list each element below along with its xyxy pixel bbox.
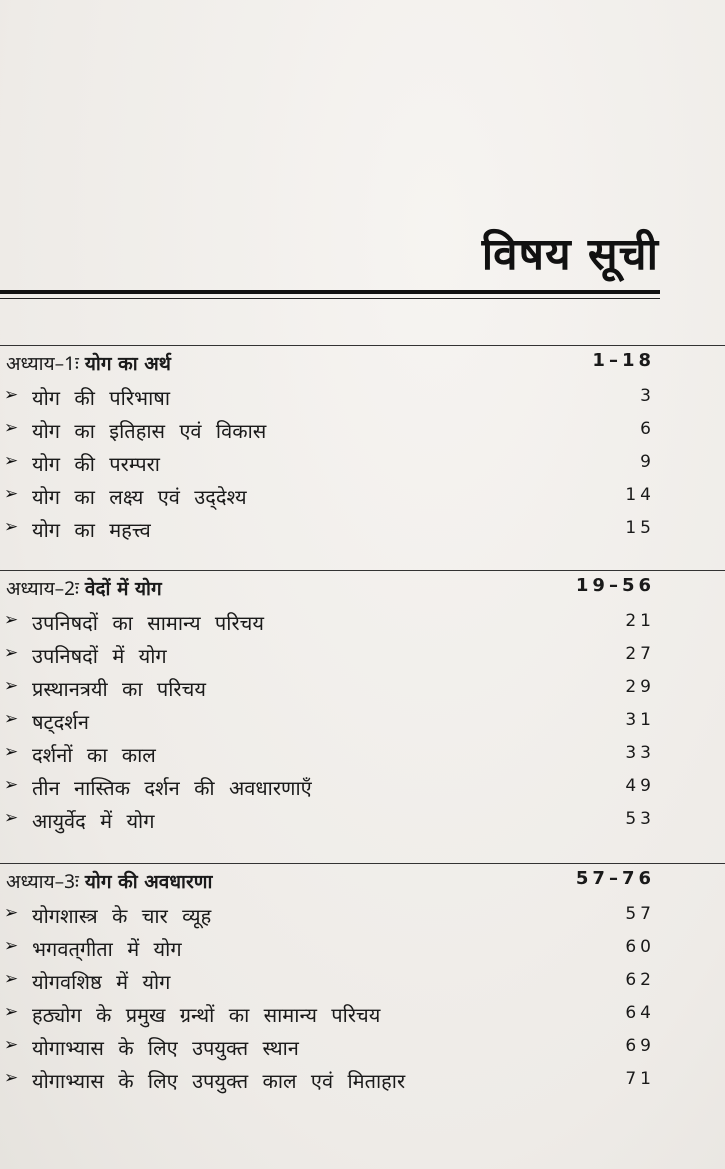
toc-entry-page: 14 [625,485,655,505]
toc-entry [0,898,725,931]
chapter-1 [0,345,725,545]
toc-entry-title: योग का इतिहास एवं विकास [32,419,267,443]
toc-entry-page: 21 [625,611,655,631]
toc-entry-page: 31 [625,710,655,730]
toc-entry-title: उपनिषदों का सामान्य परिचय [32,611,264,635]
arrow-bullet-icon: ➢ [4,610,19,630]
chapter-page-range: 57–76 [575,868,655,889]
toc-entry-page: 64 [625,1003,655,1023]
arrow-bullet-icon: ➢ [4,676,19,696]
toc-entry [0,770,725,803]
toc-entry-page: 49 [625,776,655,796]
toc-entry [0,446,725,479]
toc-entry-page: 9 [640,452,655,472]
page-title: विषय सूची [481,229,659,280]
chapter-heading [0,570,725,605]
arrow-bullet-icon: ➢ [4,418,19,438]
toc-entry-page: 60 [625,937,655,957]
arrow-bullet-icon: ➢ [4,903,19,923]
chapter-name: योग की अवधारणा [84,871,213,893]
arrow-bullet-icon: ➢ [4,451,19,471]
arrow-bullet-icon: ➢ [4,1068,19,1088]
toc-entry [0,997,725,1030]
arrow-bullet-icon: ➢ [4,517,19,537]
arrow-bullet-icon: ➢ [4,484,19,504]
toc-entry [0,931,725,964]
chapter-item-list [0,898,725,1096]
toc-entry-page: 6 [640,419,655,439]
toc-entry [0,380,725,413]
toc-entry-page: 57 [625,904,655,924]
toc-entry [0,413,725,446]
toc-entry-page: 71 [625,1069,655,1089]
chapter-page-range: 19–56 [575,575,655,596]
toc-entry [0,638,725,671]
arrow-bullet-icon: ➢ [4,385,19,405]
toc-entry-page: 69 [625,1036,655,1056]
arrow-bullet-icon: ➢ [4,969,19,989]
chapter-3 [0,863,725,1096]
toc-entry-title: योगशास्त्र के चार व्यूह [32,904,212,928]
chapter-item-list [0,605,725,836]
toc-entry [0,964,725,997]
chapter-label: अध्याय–1ः [6,353,79,375]
toc-entry [0,1030,725,1063]
toc-entry-page: 15 [625,518,655,538]
toc-entry-title: योगाभ्यास के लिए उपयुक्त स्थान [32,1036,299,1060]
chapter-title [6,575,162,601]
toc-entry-title: हठ्योग के प्रमुख ग्रन्थों का सामान्य परिचय [32,1003,381,1027]
chapter-label: अध्याय–2ः [6,578,79,600]
chapter-name: योग का अर्थ [84,353,171,375]
arrow-bullet-icon: ➢ [4,775,19,795]
chapter-title [6,350,171,376]
toc-entry [0,704,725,737]
toc-entry-title: प्रस्थानत्रयी का परिचय [32,677,206,701]
toc-entry-title: दर्शनों का काल [32,743,156,767]
arrow-bullet-icon: ➢ [4,1002,19,1022]
toc-entry-title: योग का लक्ष्य एवं उद्‌देश्य [32,485,247,509]
toc-entry-page: 27 [625,644,655,664]
toc-entry [0,1063,725,1096]
chapter-item-list [0,380,725,545]
toc-entry-title: योगवशिष्ठ में योग [32,970,171,994]
toc-entry [0,605,725,638]
toc-entry-title: योग का महत्त्व [32,518,151,542]
chapter-name: वेदों में योग [84,578,162,600]
arrow-bullet-icon: ➢ [4,709,19,729]
toc-entry [0,737,725,770]
toc-entry-title: आयुर्वेद में योग [32,809,155,833]
chapter-page-range: 1–18 [592,350,655,371]
chapter-2 [0,570,725,836]
toc-entry-page: 62 [625,970,655,990]
toc-entry-page: 3 [640,386,655,406]
toc-entry-title: भगवत्‌गीता में योग [32,937,182,961]
toc-entry [0,479,725,512]
arrow-bullet-icon: ➢ [4,742,19,762]
chapter-title [6,868,212,894]
toc-entry-title: योगाभ्यास के लिए उपयुक्त काल एवं मिताहार [32,1069,406,1093]
toc-entry [0,512,725,545]
toc-entry-page: 29 [625,677,655,697]
chapter-heading [0,863,725,898]
toc-entry-title: उपनिषदों में योग [32,644,167,668]
toc-entry-title: तीन नास्तिक दर्शन की अवधारणाएँ [32,776,312,800]
toc-entry-page: 33 [625,743,655,763]
arrow-bullet-icon: ➢ [4,1035,19,1055]
chapter-heading [0,345,725,380]
toc-entry [0,671,725,704]
arrow-bullet-icon: ➢ [4,643,19,663]
toc-entry-title: योग की परिभाषा [32,386,170,410]
title-rule-thick [0,290,660,294]
arrow-bullet-icon: ➢ [4,808,19,828]
chapter-label: अध्याय–3ः [6,871,79,893]
title-rule-thin [0,298,660,299]
toc-entry [0,803,725,836]
toc-entry-title: योग की परम्परा [32,452,160,476]
toc-entry-page: 53 [625,809,655,829]
toc-entry-title: षट्‌दर्शन [32,710,89,734]
arrow-bullet-icon: ➢ [4,936,19,956]
